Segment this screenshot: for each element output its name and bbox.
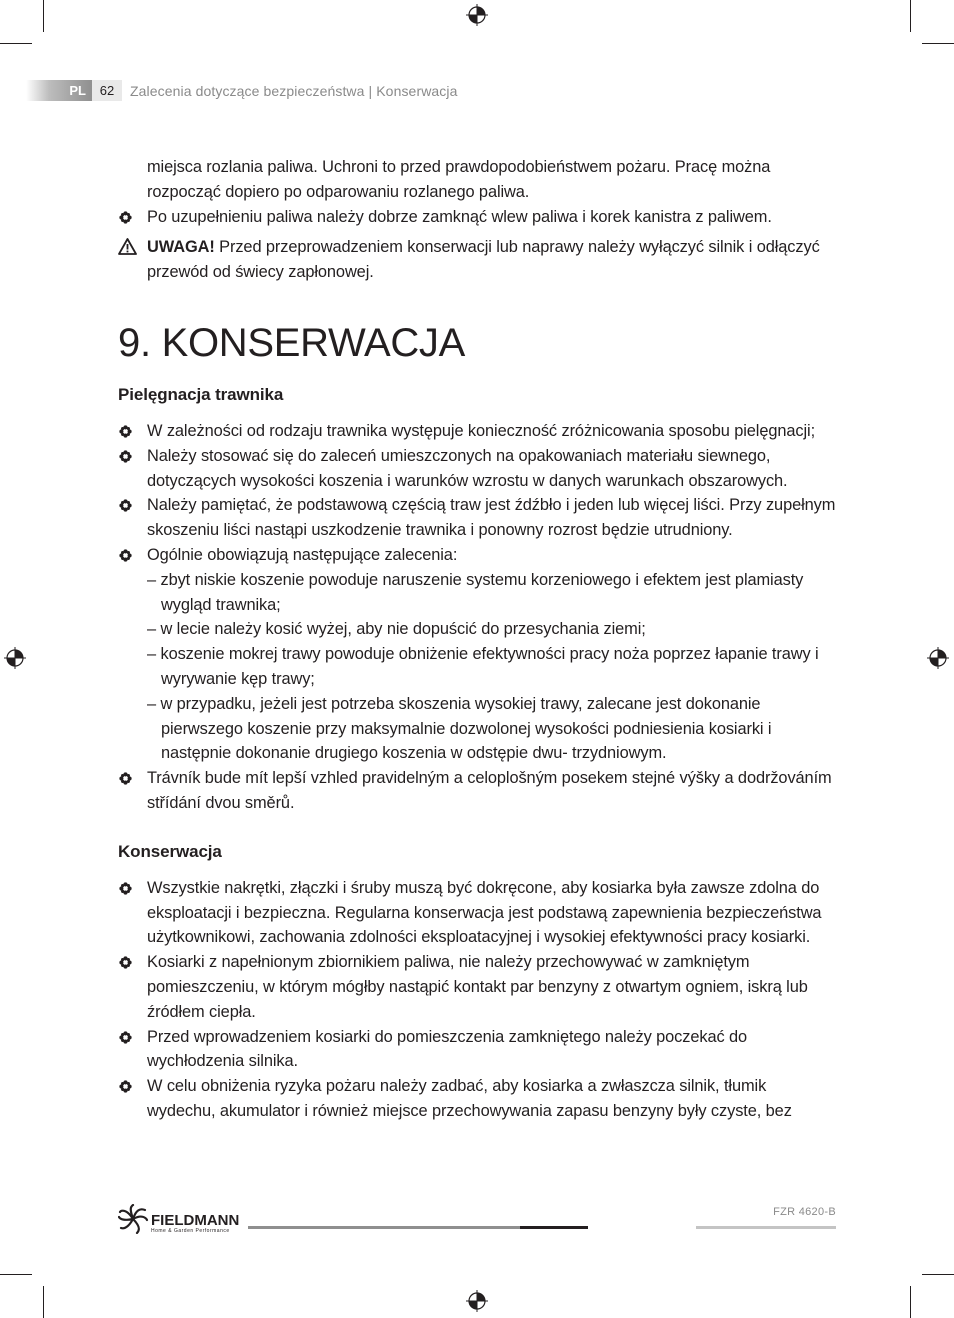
flower-bullet-icon xyxy=(119,211,132,224)
subsection-heading-maintenance: Konserwacja xyxy=(118,841,222,861)
crop-mark xyxy=(922,43,954,44)
registration-mark-icon xyxy=(927,647,949,669)
flower-bullet-icon xyxy=(119,425,132,438)
crop-mark xyxy=(0,43,32,44)
dash-item: – zbyt niskie koszenie powoduje naruszenie systemu korzeniowego i efektem jest plamiasty wygląd trawnika; xyxy=(147,570,804,614)
brand-tagline: Home & Garden Performance xyxy=(151,1228,230,1234)
footer-rule xyxy=(248,1226,520,1229)
list-item-text: Kosiarki z napełnionym zbiornikiem paliwa, nie należy przechowywać w zamkniętym pomieszczeniu, w którym mógłby nastąpić kontakt par benzyny z otwartym ogniem, iskrą lub źródłem ciepła. xyxy=(147,953,808,1021)
flower-bullet-icon xyxy=(119,499,132,512)
flower-bullet-icon xyxy=(119,1031,132,1044)
crop-mark xyxy=(910,0,911,32)
page-header xyxy=(26,80,458,101)
list-item-text: W celu obniżenia ryzyka pożaru należy zadbać, aby kosiarka a zwłaszcza silnik, tłumik wydechu, akumulator i również miejsce przechowywania zapasu benzyny były czyste, bez xyxy=(147,1077,792,1120)
flower-bullet-icon xyxy=(119,882,132,895)
list-item xyxy=(118,1074,838,1124)
maintenance-list xyxy=(118,876,838,1124)
list-item xyxy=(118,950,838,1024)
brand-name: FIELDMANN xyxy=(151,1212,240,1229)
crop-mark xyxy=(922,1274,954,1275)
list-item-text: Należy pamiętać, że podstawową częścią traw jest źdźbło i jeden lub więcej liści. Przy zupełnym skoszeniu liści nastąpi uszkodzenie trawnika i ponowny rozrost będzie utrudniony. xyxy=(147,496,836,540)
dash-item: – w lecie należy kosić wyżej, aby nie dopuścić do przesychania ziemi; xyxy=(147,620,646,639)
crop-mark xyxy=(43,1286,44,1318)
list-item-text: W zależności od rodzaju trawnika występuje konieczność zróżnicowania sposobu pielęgnacji; xyxy=(147,421,816,440)
dash-item: – w przypadku, jeżeli jest potrzeba skoszenia wysokiej trawy, zalecane jest dokonanie pierwszego koszenie przy maksymalnie dozwolonej wysokości podniesienia kosiarki i następnie dokonanie drugiego koszenia w odstępie dwu- trzydniowym. xyxy=(147,694,772,763)
warning-label: UWAGA! xyxy=(147,238,215,257)
footer-rule xyxy=(696,1226,836,1229)
list-item xyxy=(118,419,838,444)
registration-mark-icon xyxy=(4,647,26,669)
warning-triangle-icon xyxy=(118,238,137,255)
footer-rule xyxy=(588,1226,696,1229)
header-title: Zalecenia dotyczące bezpieczeństwa | Konserwacja xyxy=(130,82,458,99)
list-item xyxy=(118,876,838,950)
list-item xyxy=(118,766,838,816)
list-item-text: Należy stosować się do zaleceń umieszczonych na opakowaniach materiału siewnego, dotyczących wysokości koszenia i warunków wzrostu w danych warunkach obszarowych. xyxy=(147,446,788,490)
language-tab: PL xyxy=(26,80,92,101)
flower-bullet-icon xyxy=(119,549,132,562)
list-item xyxy=(118,543,838,568)
lawn-care-list xyxy=(118,419,838,816)
crop-mark xyxy=(0,1274,32,1275)
crop-mark xyxy=(910,1286,911,1318)
list-item-text: Po uzupełnieniu paliwa należy dobrze zamknąć wlew paliwa i korek kanistra z paliwem. xyxy=(147,207,772,226)
flower-bullet-icon xyxy=(119,956,132,969)
flower-bullet-icon xyxy=(119,1080,132,1093)
list-item-text: Wszystkie nakrętki, złączki i śruby muszą być dokręcone, aby kosiarka była zawsze zdolna do eksploatacji i bezpieczna. Regularna konserwacja jest podstawą zapewnienia bezpieczeństwa użytkownikowi, zachowania zdolności eksploatacyjnej i wysokiej efektywności pracy kosiarki. xyxy=(147,878,822,947)
flower-bullet-icon xyxy=(119,450,132,463)
model-code: FZR 4620-B xyxy=(773,1206,836,1218)
footer-rule xyxy=(520,1226,588,1229)
list-item xyxy=(118,205,838,230)
warning-note xyxy=(118,235,838,285)
list-item xyxy=(118,1025,838,1075)
list-item xyxy=(118,493,838,543)
registration-mark-icon xyxy=(466,4,488,26)
subsection-heading-lawn: Pielęgnacja trawnika xyxy=(118,384,284,404)
dash-item: – koszenie mokrej trawy powoduje obniżenie efektywności pracy noża poprzez łapanie trawy i wyrywanie kęp trawy; xyxy=(147,645,819,688)
page-number: 62 xyxy=(92,80,122,101)
list-item-text: Ogólnie obowiązują następujące zalecenia: xyxy=(147,545,458,564)
section-title: 9. KONSERWACJA xyxy=(118,320,465,365)
list-item-text: Trávník bude mít lepší vzhled pravidelným a celoplošným posekem stejné výšky a dodržováním střídání dvou směrů. xyxy=(147,769,832,812)
flower-bullet-icon xyxy=(119,772,132,785)
continuation-paragraph: miejsca rozlania paliwa. Uchroni to przed prawdopodobieństwem pożaru. Pracę można rozpocząć dopiero po odparowaniu rozlanego paliwa. xyxy=(147,158,771,201)
list-item xyxy=(118,444,838,494)
warning-text: Przed przeprowadzeniem konserwacji lub naprawy należy wyłączyć silnik i odłączyć przewód od świecy zapłonowej. xyxy=(147,238,820,282)
registration-mark-icon xyxy=(466,1290,488,1312)
list-item-text: Przed wprowadzeniem kosiarki do pomieszczenia zamkniętego należy poczekać do wychłodzenia silnika. xyxy=(147,1027,748,1071)
crop-mark xyxy=(43,0,44,32)
fieldmann-logo xyxy=(118,1204,246,1234)
page-content xyxy=(118,155,838,1124)
